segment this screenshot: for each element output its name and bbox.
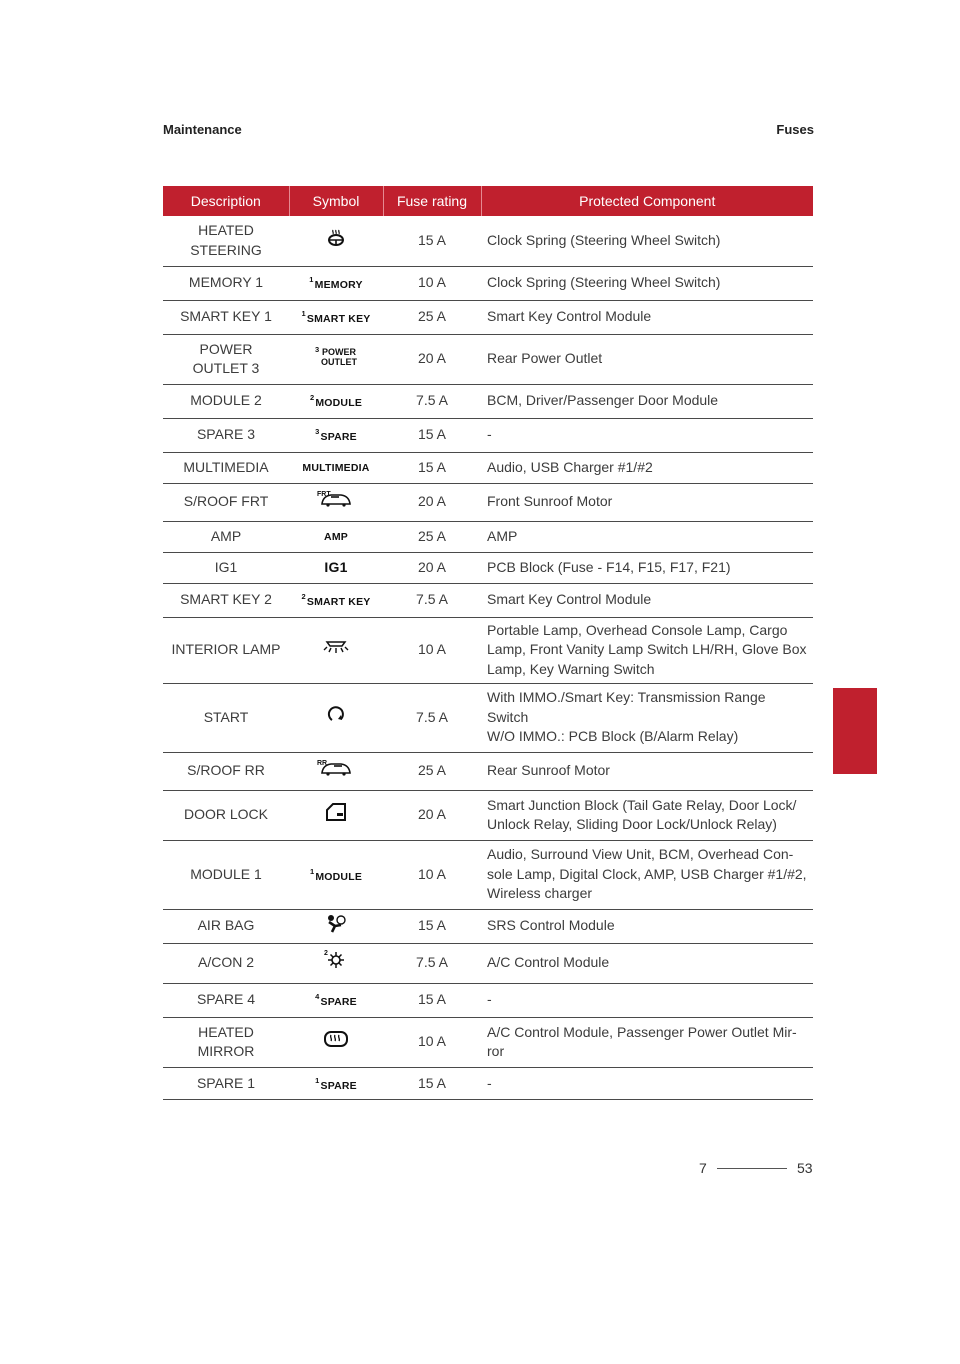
protected-component-text: Clock Spring (Steering Wheel Switch) (487, 274, 721, 291)
protected-component-text: PCB Block (Fuse - F14, F15, F17, F21) (487, 558, 731, 575)
protected-component (481, 216, 813, 266)
fuse-symbol (289, 452, 383, 483)
table-row (163, 583, 813, 617)
fuse-symbol (289, 552, 383, 583)
fuse-symbol (289, 943, 383, 983)
fuse-symbol-text (309, 866, 363, 883)
protected-component-text: AMP (487, 527, 518, 544)
protected-component-text: Clock Spring (Steering Wheel Switch) (487, 232, 721, 248)
fuse-symbol-label: IG1 (324, 558, 348, 575)
table-row (163, 943, 813, 983)
table-row (163, 617, 813, 683)
fuse-rating: 7.5 A (383, 583, 481, 617)
fuse-description (163, 983, 289, 1017)
fuse-description-text: S/ROOF RR (187, 762, 265, 779)
protected-component (481, 521, 813, 552)
protected-component-text: Smart Key Control Module (487, 591, 652, 608)
fuse-description (163, 216, 289, 266)
fuse-symbol-label: MULTIMEDIA (302, 461, 370, 474)
footer-page-number: 53 (797, 1160, 813, 1176)
fuse-symbol-label: AMP (324, 530, 348, 543)
fuse-symbol-index: 3 (315, 345, 320, 355)
fuse-description-text: MEMORY 1 (188, 274, 264, 291)
fuse-description (163, 840, 289, 909)
fuse-rating: 7.5 A (383, 943, 481, 983)
fuse-description (163, 384, 289, 418)
fuse-symbol (289, 752, 383, 790)
table-row (163, 1017, 813, 1067)
fuse-rating: 15 A (383, 1067, 481, 1100)
protected-component-text: Rear Sunroof Motor (487, 762, 610, 779)
section-title: Maintenance (163, 122, 242, 137)
fuse-symbol-index: 1 (309, 866, 315, 876)
fuse-rating: 7.5 A (383, 683, 481, 752)
fuse-table (163, 186, 813, 1100)
fuse-description (163, 266, 289, 300)
fuse-symbol-index: 2 (309, 393, 315, 403)
protected-component-text: With IMMO./Smart Key: Transmission Range Switch W/O IMMO.: PCB Block (B/Alarm Relay) (487, 689, 766, 745)
fuse-description-text: POWER OUTLET 3 (192, 340, 260, 376)
protected-component-text: Rear Power Outlet (487, 350, 603, 367)
table-row (163, 790, 813, 840)
table-header-row (163, 186, 813, 216)
fuse-rating: 20 A (383, 790, 481, 840)
fuse-symbol-index: 2 (301, 592, 306, 602)
fuse-description (163, 552, 289, 583)
protected-component (481, 300, 813, 334)
fuse-description-text: SMART KEY 2 (180, 591, 272, 608)
protected-component (481, 583, 813, 617)
column-header-symbol: Symbol (289, 186, 383, 216)
fuse-description-text: MODULE 2 (190, 392, 262, 409)
fuse-symbol-index: 1 (301, 309, 306, 319)
protected-component-text: Audio, USB Charger #1/#2 (487, 458, 653, 475)
protected-component-text: Smart Junction Block (Tail Gate Relay, Door Lock/ Unlock Relay, Sliding Door Lock/Unlock Relay) (487, 796, 797, 832)
table-row (163, 483, 813, 521)
fuse-rating: 25 A (383, 300, 481, 334)
fuse-description-text: MODULE 1 (190, 865, 262, 882)
protected-component (481, 840, 813, 909)
table-row (163, 840, 813, 909)
fuse-description-text: START (203, 708, 249, 725)
fuse-symbol-index: 1 (309, 275, 314, 285)
table-row (163, 216, 813, 266)
fuse-rating: 15 A (383, 909, 481, 943)
table-row (163, 1067, 813, 1100)
fuse-description (163, 452, 289, 483)
fuse-symbol (289, 1067, 383, 1100)
fuse-symbol (289, 840, 383, 909)
fuse-symbol (289, 583, 383, 617)
fuse-description-text: HEATED STEERING (190, 222, 262, 258)
fuse-rating: 10 A (383, 266, 481, 300)
protected-component-text: SRS Control Module (487, 917, 615, 934)
fuse-description-text: HEATED MIRROR (197, 1023, 255, 1059)
table-row (163, 752, 813, 790)
footer-divider (717, 1168, 787, 1169)
fuse-symbol (289, 418, 383, 452)
sunroof-rear-icon (319, 760, 353, 782)
fuse-symbol-index: 1 (315, 1075, 320, 1085)
fuse-symbol-label: SPARE (320, 431, 357, 444)
fuse-description-text: SPARE 3 (196, 426, 256, 443)
fuse-symbol-label: RR (317, 760, 328, 768)
fuse-description-text: SMART KEY 1 (180, 308, 272, 325)
fuse-rating: 20 A (383, 552, 481, 583)
table-row (163, 334, 813, 384)
fuse-symbol (289, 1017, 383, 1067)
aircon-icon (326, 950, 346, 976)
fuse-description (163, 617, 289, 683)
protected-component-text: - (487, 1074, 492, 1091)
protected-component-text: A/C Control Module (487, 954, 610, 971)
sunroof-front-icon (319, 491, 353, 513)
protected-component (481, 752, 813, 790)
table-row (163, 552, 813, 583)
fuse-rating: 10 A (383, 840, 481, 909)
fuse-rating: 10 A (383, 1017, 481, 1067)
fuse-description-text: A/CON 2 (197, 954, 254, 971)
fuse-symbol (289, 683, 383, 752)
fuse-table-body (163, 216, 813, 1100)
protected-component (481, 617, 813, 683)
fuse-description (163, 683, 289, 752)
fuse-symbol-text (302, 462, 369, 474)
start-icon (326, 705, 346, 731)
fuse-symbol (289, 266, 383, 300)
protected-component-text: BCM, Driver/Passenger Door Module (487, 392, 719, 409)
fuse-symbol-text (315, 1075, 357, 1092)
fuse-symbol-label: FRT (317, 491, 331, 499)
fuse-description (163, 334, 289, 384)
fuse-rating: 10 A (383, 617, 481, 683)
fuse-symbol (289, 790, 383, 840)
protected-component-text: Portable Lamp, Overhead Console Lamp, Cargo Lamp, Front Vanity Lamp Switch LH/RH, Glove Box Lamp, Key Warning Switch (487, 621, 807, 677)
fuse-description (163, 583, 289, 617)
fuse-rating: 7.5 A (383, 384, 481, 418)
fuse-symbol-label: MODULE (315, 397, 363, 410)
fuse-symbol-label: SPARE (320, 996, 357, 1009)
fuse-description (163, 1017, 289, 1067)
table-row (163, 300, 813, 334)
fuse-description-text: AIR BAG (197, 917, 255, 934)
fuse-symbol-label: SMART KEY (306, 313, 371, 326)
column-header-description: Description (163, 186, 289, 216)
fuse-symbol-text (315, 347, 357, 367)
protected-component (481, 418, 813, 452)
fuse-description-text: AMP (210, 527, 242, 544)
table-row (163, 683, 813, 752)
fuse-symbol (289, 384, 383, 418)
protected-component (481, 483, 813, 521)
fuse-symbol (289, 300, 383, 334)
door-lock-icon (324, 802, 348, 828)
fuse-symbol-label: MEMORY (314, 279, 363, 292)
footer-chapter: 7 (699, 1160, 707, 1176)
fuse-description (163, 418, 289, 452)
protected-component-text: Audio, Surround View Unit, BCM, Overhead Con- sole Lamp, Digital Clock, AMP, USB Charger #1/#2, Wireless charger (487, 846, 807, 902)
fuse-symbol (289, 617, 383, 683)
table-row (163, 909, 813, 943)
fuse-symbol (289, 216, 383, 266)
heated-steering-icon (326, 229, 346, 253)
protected-component (481, 790, 813, 840)
fuse-symbol-text (301, 592, 371, 609)
fuse-description-text: DOOR LOCK (183, 806, 268, 823)
fuse-symbol-text (309, 393, 363, 410)
fuse-rating: 15 A (383, 418, 481, 452)
protected-component-text: Front Sunroof Motor (487, 493, 613, 510)
fuse-symbol-label: 2 (324, 950, 328, 958)
protected-component (481, 334, 813, 384)
fuse-symbol-label: POWER OUTLET (321, 347, 357, 368)
fuse-rating: 20 A (383, 483, 481, 521)
protected-component (481, 683, 813, 752)
fuse-description-text: S/ROOF FRT (183, 493, 269, 510)
fuse-rating: 25 A (383, 521, 481, 552)
table-row (163, 266, 813, 300)
table-row (163, 521, 813, 552)
fuse-rating: 25 A (383, 752, 481, 790)
protected-component (481, 983, 813, 1017)
fuse-symbol (289, 334, 383, 384)
fuse-description (163, 521, 289, 552)
fuse-symbol-text (301, 309, 371, 326)
fuse-description (163, 790, 289, 840)
protected-component (481, 1017, 813, 1067)
fuse-rating: 15 A (383, 983, 481, 1017)
protected-component (481, 909, 813, 943)
protected-component (481, 552, 813, 583)
fuse-symbol-text (324, 531, 348, 543)
fuse-description (163, 752, 289, 790)
protected-component (481, 384, 813, 418)
fuse-symbol-label: SMART KEY (306, 596, 371, 609)
table-row (163, 983, 813, 1017)
fuse-symbol (289, 521, 383, 552)
fuse-description (163, 943, 289, 983)
fuse-symbol-text (315, 427, 357, 444)
protected-component-text: - (487, 426, 492, 443)
topic-title: Fuses (776, 122, 814, 137)
fuse-symbol (289, 909, 383, 943)
interior-lamp-icon (323, 639, 349, 661)
fuse-description-text: SPARE 1 (196, 1074, 256, 1091)
heated-mirror-icon (323, 1030, 349, 1054)
column-header-protected-component: Protected Component (481, 186, 813, 216)
fuse-rating: 15 A (383, 452, 481, 483)
fuse-rating: 20 A (383, 334, 481, 384)
fuse-symbol-index: 4 (315, 992, 320, 1002)
fuse-symbol-text (315, 992, 357, 1009)
fuse-symbol-label: MODULE (315, 870, 363, 883)
fuse-description (163, 1067, 289, 1100)
fuse-rating: 15 A (383, 216, 481, 266)
fuse-description-text: MULTIMEDIA (183, 458, 269, 475)
chapter-tab-number: 7 (841, 752, 852, 772)
fuse-description-text: IG1 (214, 558, 238, 575)
airbag-icon (325, 913, 347, 939)
fuse-description (163, 909, 289, 943)
protected-component (481, 943, 813, 983)
protected-component-text: Smart Key Control Module (487, 308, 652, 325)
fuse-description (163, 300, 289, 334)
fuse-description-text: SPARE 4 (196, 991, 256, 1008)
column-header-fuse-rating: Fuse rating (383, 186, 481, 216)
table-row (163, 452, 813, 483)
table-row (163, 418, 813, 452)
protected-component-text: - (487, 991, 492, 1008)
protected-component (481, 1067, 813, 1100)
fuse-symbol (289, 483, 383, 521)
fuse-symbol (289, 983, 383, 1017)
fuse-description (163, 483, 289, 521)
protected-component (481, 266, 813, 300)
protected-component (481, 452, 813, 483)
fuse-symbol-text (324, 559, 347, 575)
fuse-symbol-text (309, 275, 363, 292)
fuse-symbol-index: 3 (315, 427, 320, 437)
table-row (163, 384, 813, 418)
fuse-symbol-label: SPARE (320, 1079, 357, 1092)
fuse-description-text: INTERIOR LAMP (171, 641, 281, 658)
protected-component-text: A/C Control Module, Passenger Power Outlet Mir- ror (487, 1023, 797, 1059)
